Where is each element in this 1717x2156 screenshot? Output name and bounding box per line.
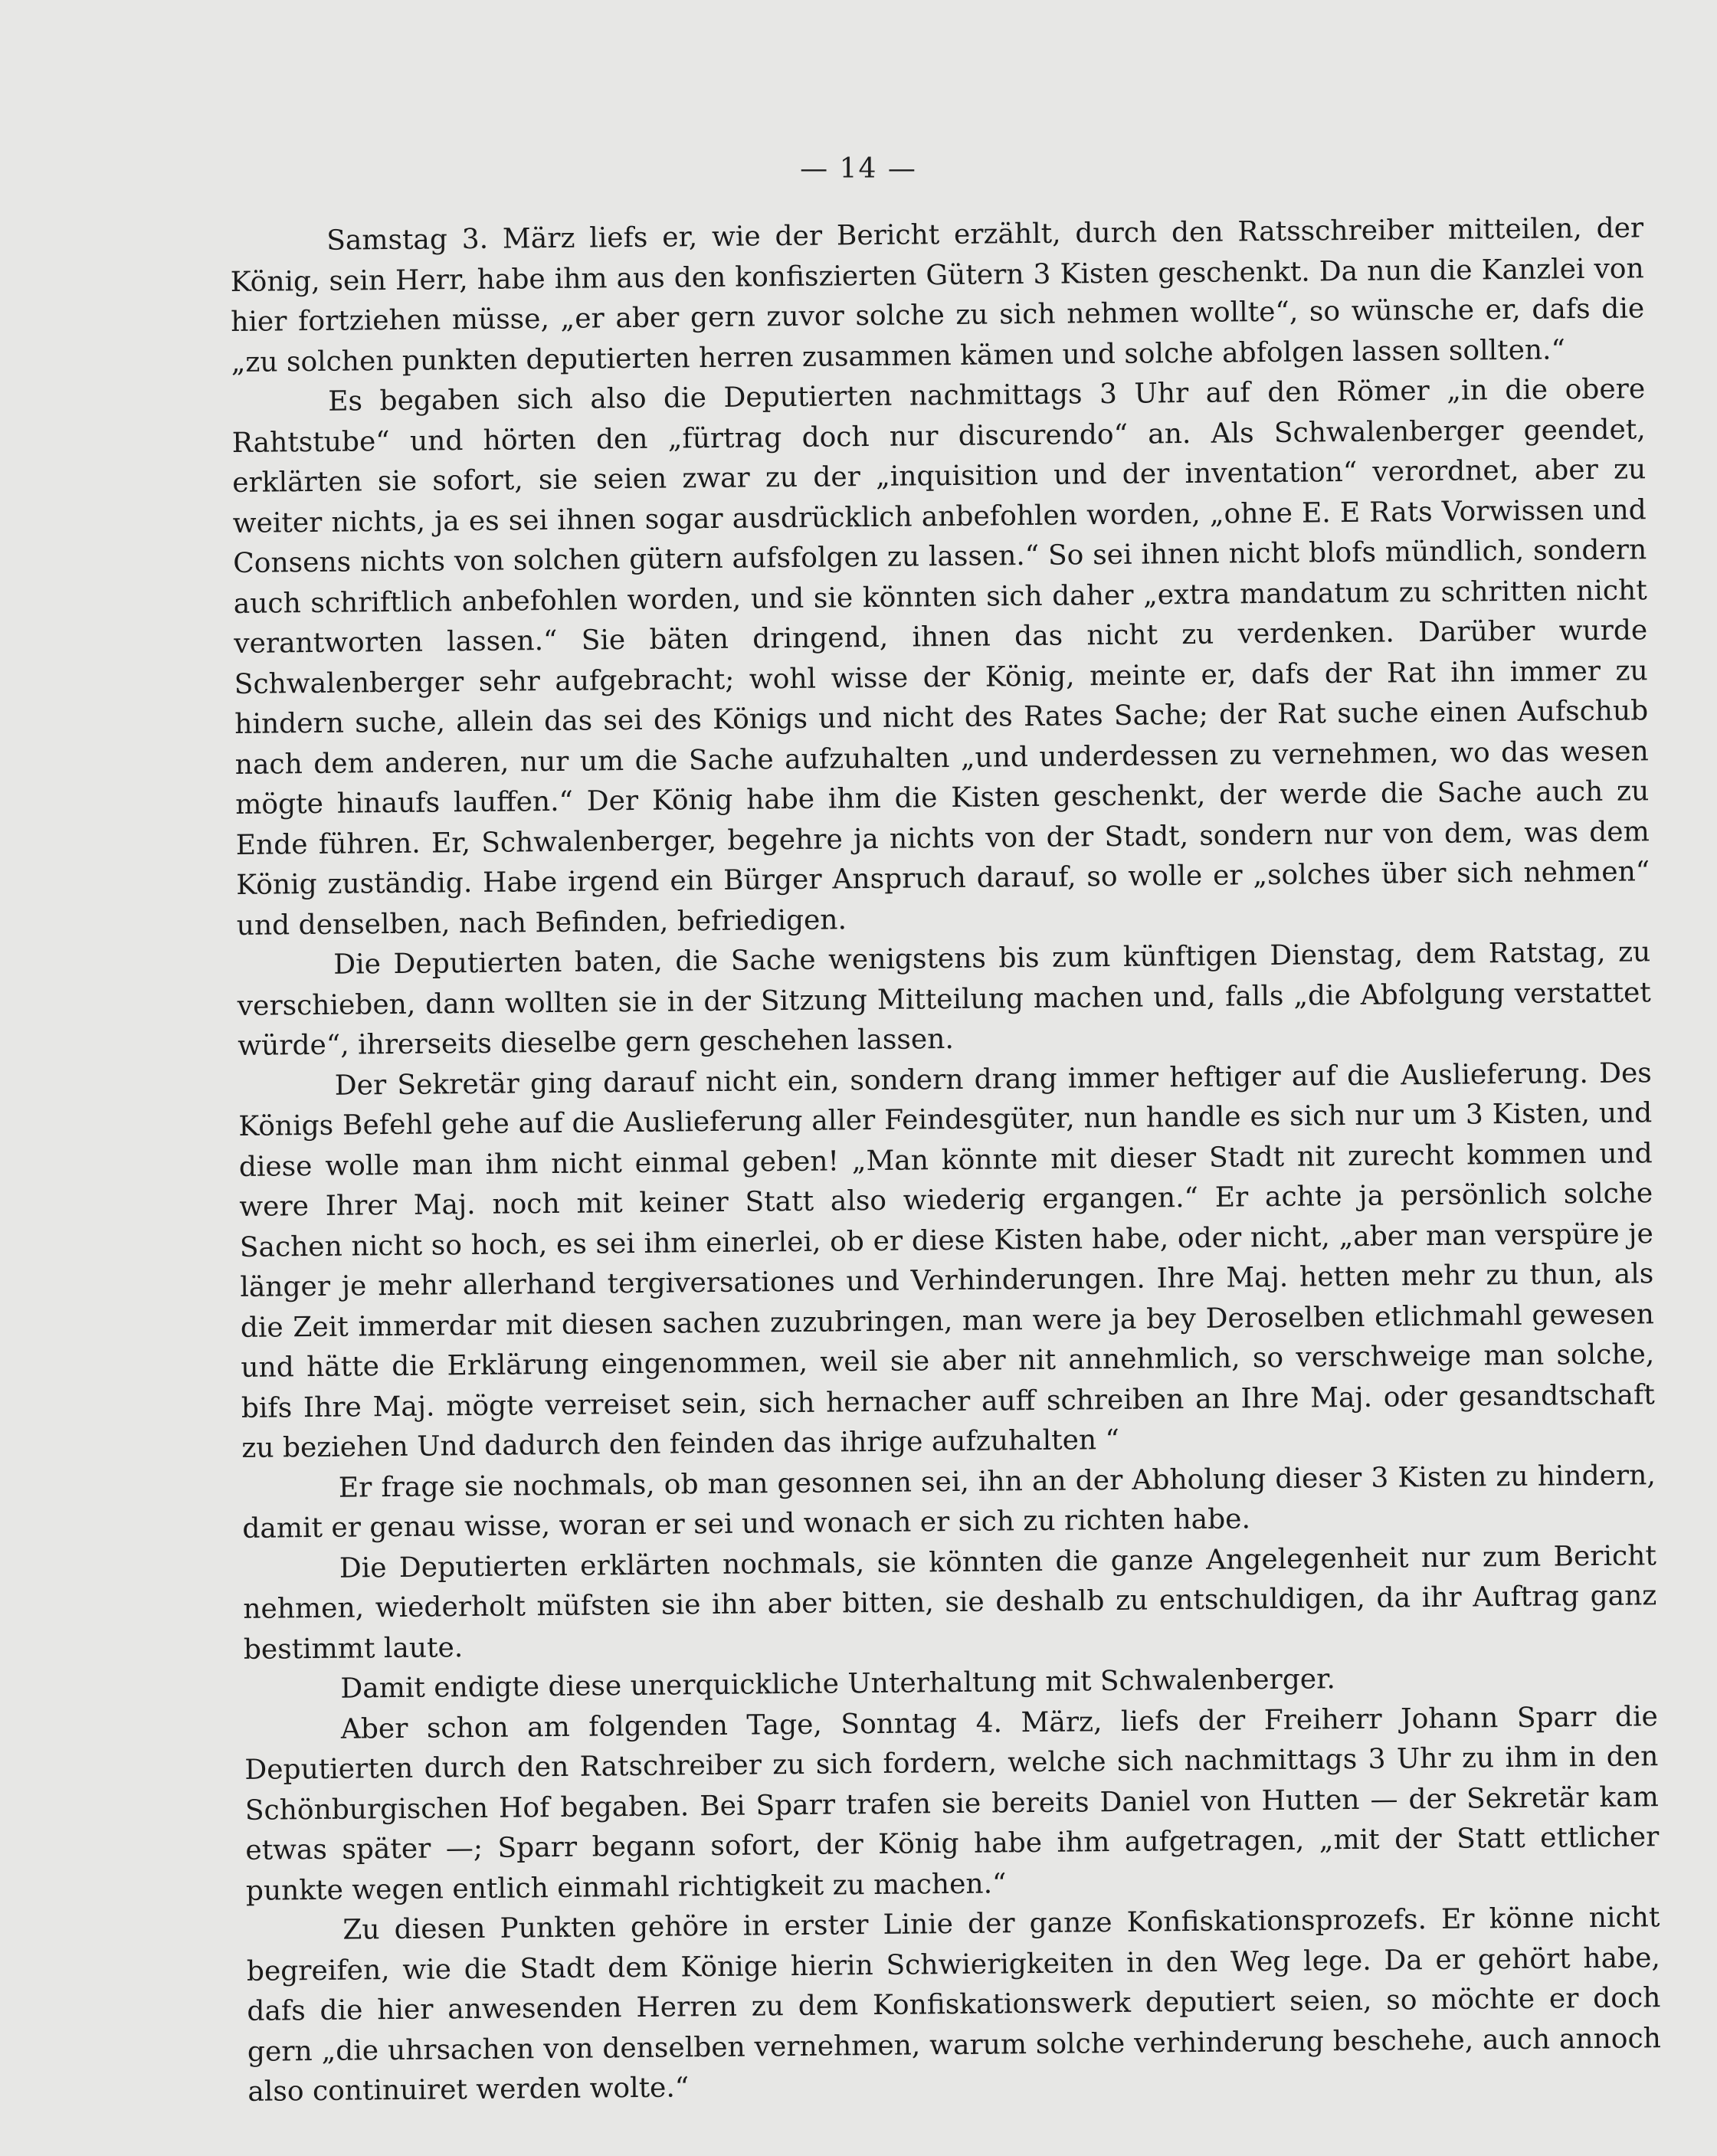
paragraph: Er frage sie nochmals, ob man gesonnen sei, ihn an der Abholung dieser 3 Kisten zu hindern, damit er genau wisse, woran er sei und wonach er sich zu richten habe. (242, 1459, 1656, 1545)
paragraph: Die Deputierten baten, die Sache wenigstens bis zum künftigen Dienstag, dem Ratstag, zu verschieben, dann wollten sie in der Sitzung Mitteilung machen und, falls „die Abfolgung verstattet würde“, ihrerseits dieselbe gern geschehen lassen. (237, 936, 1651, 1062)
paragraph: Es begaben sich also die Deputierten nachmittags 3 Uhr auf den Römer „in die obere Rahtstube“ und hörten den „fürtrag doch nur discurendo“ an. Als Schwalenberger geendet, erklärten sie sofort, sie seien zwar zu der „inquisition und der inventation“ verordnet, aber zu weiter nichts, ja es sei ihnen sogar ausdrücklich anbefohlen worden, „ohne E. E Rats Vorwissen und Consens nichts von solchen gütern aufsfolgen zu lassen.“ So sei ihnen nicht blofs mündlich, sondern auch schriftlich anbefohlen worden, und sie könnten sich daher „extra mandatum zu schritten nicht verantworten lassen.“ Sie bäten dringend, ihnen das nicht zu verdenken. Darüber wurde Schwalenberger sehr aufgebracht; wohl wisse der König, meinte er, dafs der Rat ihn immer zu hindern suche, allein das sei des Königs und nicht des Rates Sache; der Rat suche einen Aufschub nach dem anderen, nur um die Sache aufzuhalten „und underdessen zu vernehmen, wo das wesen mögte hinaufs lauffen.“ Der König habe ihm die Kisten geschenkt, der werde die Sache auch zu Ende führen. Er, Schwalenberger, begehre ja nichts von der Stadt, sondern nur von dem, was dem König zuständig. Habe irgend ein Bürger Anspruch darauf, so wolle er „solches über sich nehmen“ und denselben, nach Befinden, befriedigen. (231, 373, 1650, 942)
page-number: — 14 — (800, 153, 917, 185)
paragraph: Zu diesen Punkten gehöre in erster Linie der ganze Konfiskationsprozefs. Er könne nicht begreifen, wie die Stadt dem Könige hierin Schwierigkeiten in den Weg lege. Da er gehört habe, dafs die hier anwesenden Herren zu dem Konfiskationswerk deputiert seien, so möchte er doch gern „die uhrsachen von denselben vernehmen, warum solche verhinderung beschehe, auch annoch also continuiret werden wolte.“ (246, 1902, 1662, 2108)
paragraph: Aber schon am folgenden Tage, Sonntag 4. März, liefs der Freiherr Johann Sparr die Deputierten durch den Ratschreiber zu sich fordern, welche sich nachmittags 3 Uhr zu ihm in den Schönburgischen Hof begaben. Bei Sparr trafen sie bereits Daniel von Hutten — der Sekretär kam etwas später —; Sparr begann sofort, der König habe ihm aufgetragen, „mit der Statt ettlicher punkte wegen entlich einmahl richtigkeit zu machen.“ (244, 1700, 1660, 1907)
paragraph: Die Deputierten erklärten nochmals, sie könnten die ganze Angelegenheit nur zum Bericht nehmen, wiederholt müfsten sie ihn aber bitten, sie deshalb zu entschuldigen, da ihr Auftrag ganz bestimmt laute. (243, 1539, 1657, 1666)
paragraph: Damit endigte diese unerquickliche Unterhaltung mit Schwalenberger. (340, 1663, 1335, 1705)
body-text (230, 208, 1662, 2112)
paragraph: Der Sekretär ging darauf nicht ein, sondern drang immer heftiger auf die Auslieferung. Des Königs Befehl gehe auf die Auslieferung aller Feindesgüter, nun handle es sich nur um 3 Kisten, und diese wolle man ihm nicht einmal geben! „Man könnte mit dieser Stadt nit zurecht kommen und were Ihrer Maj. noch mit keiner Statt also wiederig ergangen.“ Er achte ja persönlich solche Sachen nicht so hoch, es sei ihm einerlei, ob er diese Kisten habe, oder nicht, „aber man verspüre je länger je mehr allerhand tergiversationes und Verhinderungen. Ihre Maj. hetten mehr zu thun, als die Zeit immerdar mit diesen sachen zuzubringen, man were ja bey Deroselben etlichmahl gewesen und hätte die Erklärung eingenommen, weil sie aber nit annehmlich, so verschweige man solche, bifs Ihre Maj. mögte verreiset sein, sich hernacher auff schreiben an Ihre Maj. oder gesandtschaft zu beziehen Und dadurch den feinden das ihrige aufzuhalten “ (238, 1057, 1655, 1464)
paragraph: Samstag 3. März liefs er, wie der Bericht erzählt, durch den Ratsschreiber mitteilen, der König, sein Herr, habe ihm aus den konfiszierten Gütern 3 Kisten geschenkt. Da nun die Kanzlei von hier fortziehen müsse, „er aber gern zuvor solche zu sich nehmen wollte“, so wünsche er, dafs die „zu solchen punkten deputierten herren zusammen kämen und solche abfolgen lassen sollten.“ (230, 212, 1645, 378)
